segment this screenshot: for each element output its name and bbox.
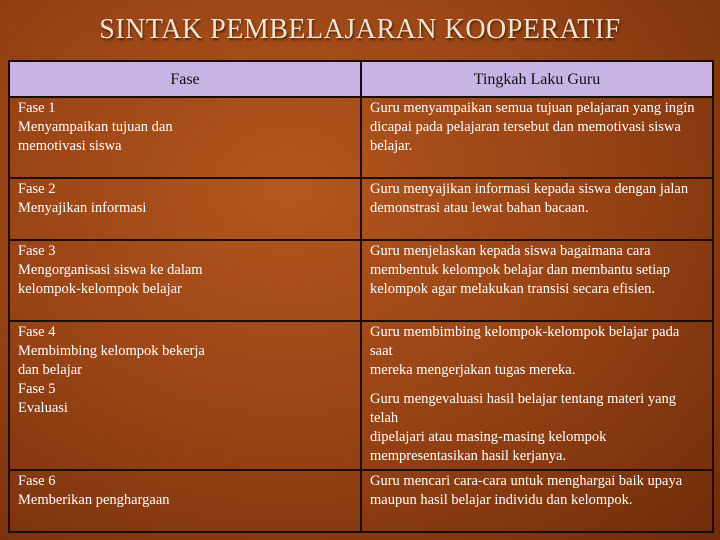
fase-cell	[9, 321, 361, 470]
cell-text-line: Guru menyajikan informasi kepada siswa dengan jalan	[370, 181, 689, 197]
cell-text-line: Menyajikan informasi	[18, 200, 147, 216]
tingkah-laku-cell	[361, 178, 713, 240]
syntax-table	[8, 60, 714, 533]
fase-cell	[9, 470, 361, 532]
tingkah-laku-cell	[361, 240, 713, 321]
table-row	[9, 178, 713, 240]
table-row	[9, 321, 713, 470]
cell-text-line: dan belajar	[18, 362, 83, 378]
cell-text-line: membentuk kelompok belajar dan membantu setiap	[370, 262, 670, 278]
cell-text-line: Fase 6	[18, 473, 56, 489]
header-tingkah-laku-guru: Tingkah Laku Guru	[361, 61, 713, 97]
cell-text-line: Fase 3	[18, 243, 56, 259]
cell-text-line: Fase 4	[18, 324, 56, 340]
cell-text-line: Mengorganisasi siswa ke dalam	[18, 262, 203, 278]
cell-text-line: Guru menyampaikan semua tujuan pelajaran yang ingin	[370, 100, 695, 116]
cell-text-line: Guru mencari cara-cara untuk menghargai baik upaya	[370, 473, 683, 489]
cell-text-line: Fase 2	[18, 181, 56, 197]
cell-text-line: mempresentasikan hasil kerjanya.	[370, 448, 567, 464]
cell-text-line: memotivasi siswa	[18, 138, 122, 154]
cell-text-line	[370, 380, 704, 390]
table-row	[9, 240, 713, 321]
cell-text-line: kelompok-kelompok belajar	[18, 281, 182, 297]
cell-text-line: maupun hasil belajar individu dan kelompok.	[370, 492, 633, 508]
cell-text-line: Guru menjelaskan kepada siswa bagaimana cara	[370, 243, 651, 259]
cell-text-line: demonstrasi atau lewat bahan bacaan.	[370, 200, 589, 216]
tingkah-laku-cell	[361, 470, 713, 532]
page-title: SINTAK PEMBELAJARAN KOOPERATIF	[99, 14, 621, 45]
cell-text-line: kelompok agar melakukan transisi secara efisien.	[370, 281, 656, 297]
cell-text-line: dicapai pada pelajaran tersebut dan memotivasi siswa	[370, 119, 681, 135]
table-row	[9, 470, 713, 532]
cell-text-line: Menyampaikan tujuan dan	[18, 119, 173, 135]
fase-cell	[9, 240, 361, 321]
cell-text-line: mereka mengerjakan tugas mereka.	[370, 362, 576, 378]
table-header-row	[9, 61, 713, 97]
cell-text-line: Memberikan penghargaan	[18, 492, 170, 508]
tingkah-laku-cell	[361, 97, 713, 178]
cell-text-line: Guru membimbing kelompok-kelompok belajar pada saat	[370, 324, 680, 359]
tingkah-laku-cell	[361, 321, 713, 470]
cell-text-line: Guru mengevaluasi hasil belajar tentang materi yang telah	[370, 391, 677, 426]
fase-cell	[9, 178, 361, 240]
fase-cell	[9, 97, 361, 178]
table-row	[9, 97, 713, 178]
cell-text-line: dipelajari atau masing-masing kelompok	[370, 429, 607, 445]
cell-text-line: Membimbing kelompok bekerja	[18, 343, 205, 359]
cell-text-line: Fase 5	[18, 381, 56, 397]
cell-text-line: belajar.	[370, 138, 413, 154]
cell-text-line: Evaluasi	[18, 400, 68, 416]
header-fase: Fase	[9, 61, 361, 97]
cell-text-line: Fase 1	[18, 100, 56, 116]
